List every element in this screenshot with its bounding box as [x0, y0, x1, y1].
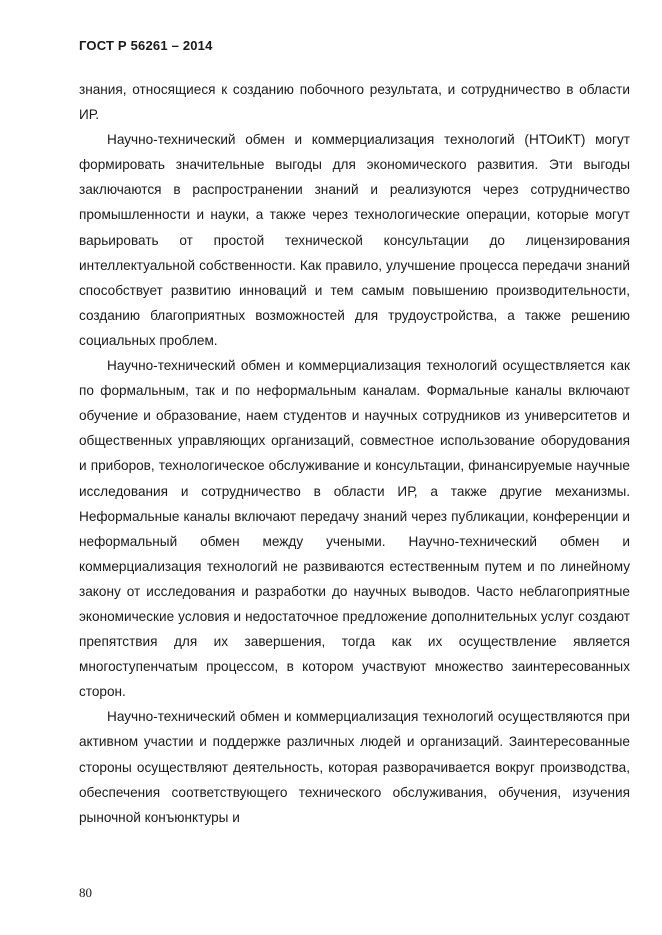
document-body: [79, 77, 630, 830]
paragraph-ntoikt-benefits: Научно-технический обмен и коммерциализация технологий (НТОиКТ) могут формировать значительные выгоды для экономического развития. Эти выгоды заключаются в распространении знаний и реализуются через сотрудничество промышленности и науки, а также через технологические операции, которые могут варьировать от простой технической консультации до лицензирования интеллектуальной собственности. Как правило, улучшение процесса передачи знаний способствует развитию инноваций и тем самым повышению производительности, созданию благоприятных возможностей для трудоустройства, а также решению социальных проблем.: [79, 132, 630, 348]
paragraph-channels: Научно-технический обмен и коммерциализация технологий осуществляется как по формальным, так и по неформальным каналам. Формальные каналы включают обучение и образование, наем студентов и научных сотрудников из университетов и общественных управляющих организаций, совместное использование оборудования и приборов, технологическое обслуживание и консультации, финансируемые научные исследования и сотрудничество в области ИР, а также другие механизмы. Неформальные каналы включают передачу знаний через публикации, конференции и неформальный обмен между учеными. Научно-технический обмен и коммерциализация технологий не развиваются естественным путем и по линейному закону от исследования и разработки до научных выводов. Часто неблагоприятные экономические условия и недостаточное предложение дополнительных услуг создают препятствия для их завершения, тогда как их осуществление является многоступенчатым процессом, в котором участвуют множество заинтересованных сторон.: [79, 358, 630, 700]
paragraph-continuation: знания, относящиеся к созданию побочного результата, и сотрудничество в области ИР.: [79, 82, 630, 123]
paragraph-stakeholders: Научно-технический обмен и коммерциализация технологий осуществляются при активном участии и поддержке различных людей и организаций. Заинтересованные стороны осуществляют деятельность, которая разворачивается вокруг производства, обеспечения соответствующего технического обслуживания, обучения, изучения рыночной конъюнктуры и: [79, 709, 630, 825]
page-number: 80: [79, 885, 92, 900]
document-header: ГОСТ Р 56261 – 2014: [79, 38, 213, 53]
